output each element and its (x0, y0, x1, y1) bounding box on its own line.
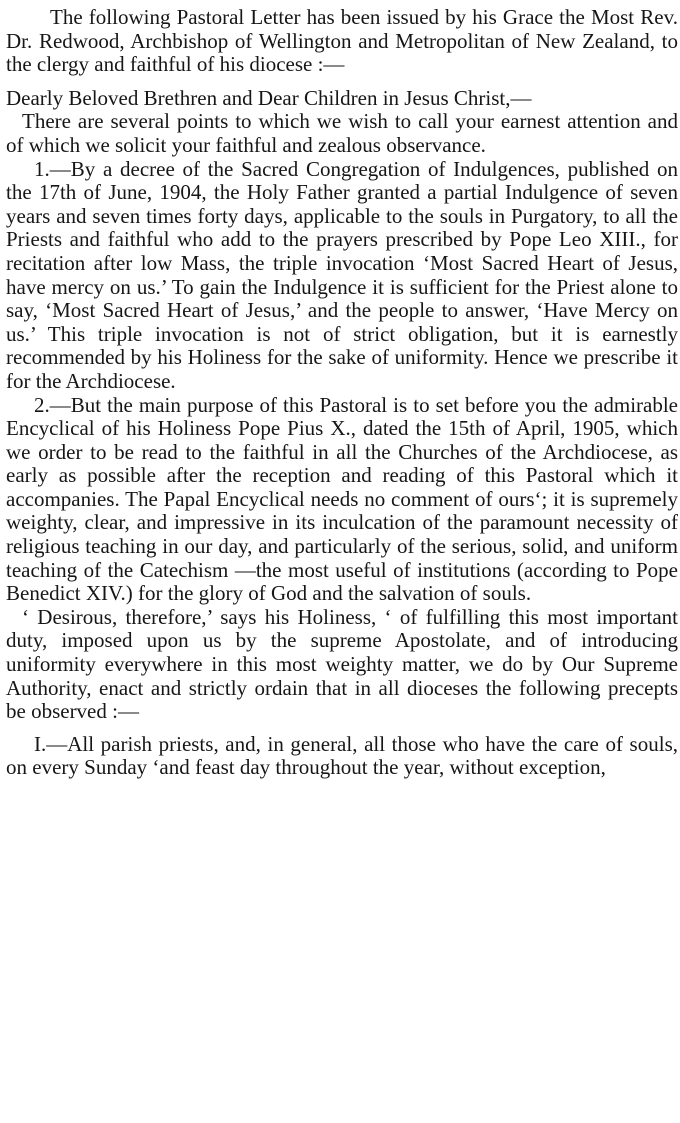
paragraph-5: I.—All parish priests, and, in general, all those who have the care of souls, on every Sunday ‘and feast day throughout the year, without exception, (6, 731, 678, 780)
paragraph-2: 1.—By a decree of the Sacred Congregation of Indulgences, published on the 17th of June, 1904, the Holy Father granted a partial Indulgence of seven years and seven times forty days, applicable to the souls in Purgatory, to all the Priests and faithful who add to the prayers prescribed by Pope Leo XIII., for recitation after low Mass, the triple invocation ‘Most Sacred Heart of Jesus, have mercy on us.’ To gain the Indulgence it is sufficient for the Priest alone to say, ‘Most Sacred Heart of Jesus,’ and the people to answer, ‘Have Mercy on us.’ This triple invocation is not of strict obligation, but it is earnestly recommended by his Holiness for the sake of uniformity. Hence we prescribe it for the Archdiocese. (6, 156, 678, 393)
paragraph-3: 2.—But the main purpose of this Pastoral is to set before you the admirable Encyclical of his Holiness Pope Pius X., dated the 15th of April, 1905, which we order to be read to the faithful in all the Churches of the Archdiocese, as early as possible after the reception and reading of this Pastoral which it accompanies. The Papal Encyclical needs no comment of ours‘; it is supremely weighty, clear, and impressive in its inculcation of the paramount necessity of religious teaching in our day, and particularly of the serious, solid, and uniform teaching of the Catechism —the most useful of institutions (according to Pope Benedict XIV.) for the glory of God and the salvation of souls. (6, 392, 678, 606)
salutation: Dearly Beloved Brethren and Dear Children in Jesus Christ,— (6, 85, 532, 110)
paragraph-4: ‘ Desirous, therefore,’ says his Holiness, ‘ of fulfilling this most important duty, imposed upon us by the supreme Apostolate, and of introducing uniformity everywhere in this most weighty matter, we do by Our Supreme Authority, enact and strictly ordain that in all dioceses the following precepts be observed :— (6, 604, 678, 724)
pastoral-letter-column (6, 6, 678, 780)
paragraph-1: There are several points to which we wish to call your earnest attention and of which we solicit your faithful and zealous observance. (6, 109, 678, 157)
intro-paragraph: The following Pastoral Letter has been issued by his Grace the Most Rev. Dr. Redwood, Archbishop of Wellington and Metropolitan of New Zealand, to the clergy and faithful of his diocese :— (6, 5, 678, 77)
